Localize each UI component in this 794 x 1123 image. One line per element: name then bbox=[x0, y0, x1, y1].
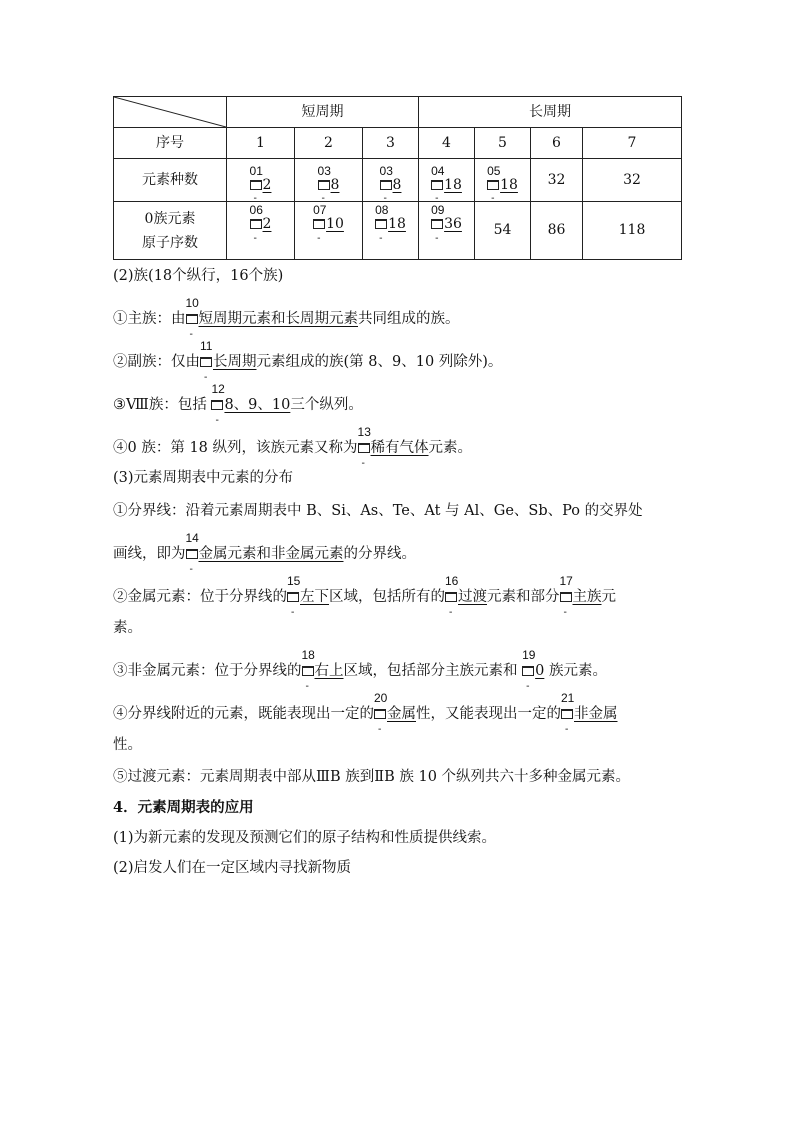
text-segment: ②副族：仅由 bbox=[113, 354, 200, 370]
sequence-cell: 4 bbox=[419, 128, 475, 159]
row-label-element-count: 元素种数 bbox=[114, 159, 227, 202]
answer-value: 金属 bbox=[387, 706, 416, 722]
text-segment: 元素。 bbox=[428, 440, 473, 456]
group0-cell: 118 bbox=[583, 202, 682, 260]
answer-number: 08 bbox=[375, 203, 389, 217]
text-segment: ③非金属元素：位于分界线的 bbox=[113, 663, 302, 679]
text-segment: ①主族：由 bbox=[113, 311, 186, 327]
answer-value: 过渡 bbox=[458, 589, 487, 605]
answer-blank bbox=[379, 163, 402, 205]
answer-value: 36 bbox=[444, 216, 462, 232]
answer-value: 8、9、10 bbox=[224, 397, 291, 413]
answer-number: 19 bbox=[522, 648, 536, 662]
answer-value: 主族 bbox=[572, 589, 602, 605]
answer-value: 8 bbox=[392, 176, 402, 193]
answer-number: 21 bbox=[561, 691, 575, 705]
answer-number: 09 bbox=[431, 203, 445, 217]
answer-number: 03 bbox=[317, 163, 331, 178]
answer-blank bbox=[522, 648, 545, 692]
text-line-boundary: ①分界线：沿着元素周期表中 B、Si、As、Te、At 与 Al、Ge、Sb、Po 的交界处 bbox=[113, 503, 643, 519]
long-period-header: 长周期 bbox=[419, 97, 682, 128]
blank-icon bbox=[318, 180, 330, 190]
text-segment: 族元素。 bbox=[544, 663, 607, 679]
answer-value: 18 bbox=[444, 176, 462, 193]
answer-number: 11 bbox=[200, 339, 213, 353]
text-segment: 区域，包括所有的 bbox=[329, 589, 445, 605]
text-line-boundary-elements-cont: 性。 bbox=[113, 737, 142, 753]
blank-icon bbox=[200, 357, 212, 367]
text-segment: 共同组成的族。 bbox=[358, 311, 460, 327]
group0-cell bbox=[363, 202, 419, 260]
answer-blank bbox=[431, 163, 462, 205]
tick-mark: - bbox=[491, 193, 495, 205]
answer-blank bbox=[561, 691, 618, 735]
text-segment: 元 bbox=[601, 589, 616, 605]
blank-icon bbox=[431, 180, 443, 190]
tick-mark: - bbox=[435, 193, 439, 205]
text-line-main-group bbox=[113, 296, 460, 340]
answer-number: 07 bbox=[313, 203, 327, 217]
sequence-cell: 5 bbox=[475, 128, 531, 159]
text-segment: 元素组成的族(第 8、9、10 列除外)。 bbox=[256, 354, 503, 370]
blank-icon bbox=[287, 592, 299, 602]
row-label-line: 0族元素 bbox=[144, 210, 196, 227]
element-count-cell bbox=[419, 159, 475, 205]
answer-value: 18 bbox=[500, 176, 518, 193]
sequence-cell: 2 bbox=[295, 128, 363, 159]
sequence-row bbox=[114, 128, 682, 159]
answer-blank bbox=[313, 203, 344, 244]
answer-number: 10 bbox=[185, 296, 199, 310]
answer-value: 2 bbox=[262, 216, 272, 232]
blank-icon bbox=[561, 709, 573, 719]
text-segment: 三个纵列。 bbox=[290, 397, 363, 413]
tick-mark: - bbox=[378, 724, 382, 735]
text-segment: 区域，包括部分主族元素和 bbox=[343, 663, 523, 679]
answer-blank bbox=[375, 203, 406, 244]
text-line-application-2: (2)启发人们在一定区域内寻找新物质 bbox=[113, 860, 352, 876]
answer-blank bbox=[211, 382, 291, 426]
group0-cell: 86 bbox=[531, 202, 583, 260]
answer-blank bbox=[287, 574, 329, 618]
tick-mark: - bbox=[563, 607, 567, 618]
tick-mark: - bbox=[565, 724, 569, 735]
table-header-row bbox=[114, 97, 682, 128]
group0-cell: 54 bbox=[475, 202, 531, 260]
tick-mark: - bbox=[291, 607, 295, 618]
answer-value: 稀有气体 bbox=[370, 440, 429, 456]
blank-icon bbox=[522, 666, 534, 676]
tick-mark: - bbox=[253, 232, 257, 244]
answer-blank bbox=[185, 296, 359, 340]
tick-mark: - bbox=[317, 232, 321, 244]
text-line-groups: (2)族(18个纵行，16个族) bbox=[113, 268, 284, 284]
group0-row bbox=[114, 202, 682, 260]
answer-value: 左下 bbox=[300, 589, 329, 605]
blank-icon bbox=[313, 219, 325, 229]
answer-value: 短周期元素和长周期元素 bbox=[198, 311, 358, 327]
text-line-group-viii bbox=[113, 382, 363, 426]
element-count-cell bbox=[227, 159, 295, 205]
text-segment: ④分界线附近的元素，既能表现出一定的 bbox=[113, 706, 374, 722]
blank-icon bbox=[375, 219, 387, 229]
answer-blank bbox=[431, 203, 462, 244]
answer-blank bbox=[249, 203, 272, 244]
tick-mark: - bbox=[361, 458, 365, 469]
tick-mark: - bbox=[253, 193, 257, 205]
blank-icon bbox=[186, 314, 198, 324]
sequence-cell: 3 bbox=[363, 128, 419, 159]
text-segment: ②金属元素：位于分界线的 bbox=[113, 589, 287, 605]
row-label-line: 原子序数 bbox=[142, 234, 198, 251]
diagonal-header-cell bbox=[114, 97, 227, 128]
sequence-cell: 7 bbox=[583, 128, 682, 159]
answer-value: 0 bbox=[535, 663, 545, 679]
text-line-distribution-heading: (3)元素周期表中元素的分布 bbox=[113, 470, 294, 486]
text-line-metal bbox=[113, 574, 616, 618]
tick-mark: - bbox=[189, 564, 193, 575]
blank-icon bbox=[302, 666, 314, 676]
answer-number: 01 bbox=[249, 163, 263, 178]
element-count-cell bbox=[363, 159, 419, 205]
answer-number: 06 bbox=[249, 203, 263, 217]
answer-blank bbox=[200, 339, 257, 383]
element-count-row bbox=[114, 159, 682, 202]
blank-icon bbox=[431, 219, 443, 229]
answer-number: 14 bbox=[185, 531, 199, 545]
answer-blank bbox=[445, 574, 487, 618]
text-segment: ④0 族：第 18 纵列，该族元素又称为 bbox=[113, 440, 358, 456]
answer-number: 18 bbox=[301, 648, 315, 662]
answer-value: 10 bbox=[326, 216, 344, 232]
tick-mark: - bbox=[204, 372, 208, 383]
answer-blank bbox=[487, 163, 518, 205]
group0-cell bbox=[419, 202, 475, 260]
element-count-cell bbox=[475, 159, 531, 205]
text-line-metal-cont: 素。 bbox=[113, 620, 142, 636]
tick-mark: - bbox=[379, 232, 383, 244]
text-segment: 元素和部分 bbox=[487, 589, 560, 605]
text-segment: 的分界线。 bbox=[343, 546, 416, 562]
answer-value: 右上 bbox=[314, 663, 344, 679]
tick-mark: - bbox=[189, 329, 193, 340]
blank-icon bbox=[445, 592, 457, 602]
tick-mark: - bbox=[305, 681, 309, 692]
tick-mark: - bbox=[435, 232, 439, 244]
answer-number: 04 bbox=[431, 163, 445, 178]
sequence-cell: 1 bbox=[227, 128, 295, 159]
blank-icon bbox=[211, 400, 223, 410]
text-line-boundary-elements bbox=[113, 691, 618, 735]
answer-blank bbox=[357, 425, 429, 469]
text-line-group-zero bbox=[113, 425, 473, 469]
answer-number: 13 bbox=[357, 425, 371, 439]
answer-blank bbox=[559, 574, 602, 618]
text-line-application-1: (1)为新元素的发现及预测它们的原子结构和性质提供线索。 bbox=[113, 830, 497, 846]
short-period-header: 短周期 bbox=[227, 97, 419, 128]
answer-number: 15 bbox=[287, 574, 301, 588]
answer-number: 17 bbox=[559, 574, 573, 588]
answer-blank bbox=[185, 531, 344, 575]
element-count-cell: 32 bbox=[531, 159, 583, 202]
text-segment: 性，又能表现出一定的 bbox=[416, 706, 561, 722]
tick-mark: - bbox=[215, 415, 219, 426]
answer-blank bbox=[249, 163, 272, 205]
group0-cell bbox=[227, 202, 295, 260]
answer-blank bbox=[317, 163, 340, 205]
blank-icon bbox=[374, 709, 386, 719]
blank-icon bbox=[358, 443, 370, 453]
text-line-transition: ⑤过渡元素：元素周期表中部从ⅢB 族到ⅡB 族 10 个纵列共六十多种金属元素。 bbox=[113, 769, 631, 785]
answer-number: 03 bbox=[379, 163, 393, 178]
blank-icon bbox=[250, 180, 262, 190]
row-label-sequence: 序号 bbox=[114, 128, 227, 159]
text-segment: ③Ⅷ族：包括 bbox=[113, 397, 212, 413]
answer-blank bbox=[374, 691, 416, 735]
answer-value: 2 bbox=[262, 176, 272, 193]
blank-icon bbox=[560, 592, 572, 602]
group0-cell bbox=[295, 202, 363, 260]
diagonal-line bbox=[114, 97, 226, 127]
tick-mark: - bbox=[383, 193, 387, 205]
answer-value: 长周期 bbox=[213, 354, 257, 370]
text-line-boundary-cont bbox=[113, 531, 416, 575]
answer-value: 18 bbox=[388, 216, 406, 232]
text-line-nonmetal bbox=[113, 648, 607, 692]
blank-icon bbox=[380, 180, 392, 190]
row-label-group0 bbox=[114, 202, 227, 260]
text-line-sub-group bbox=[113, 339, 503, 383]
answer-value: 金属元素和非金属元素 bbox=[198, 546, 344, 562]
section-heading-applications: 4．元素周期表的应用 bbox=[113, 799, 254, 816]
answer-number: 16 bbox=[445, 574, 459, 588]
blank-icon bbox=[487, 180, 499, 190]
element-count-cell bbox=[295, 159, 363, 205]
answer-number: 05 bbox=[487, 163, 501, 178]
answer-number: 12 bbox=[211, 382, 225, 396]
blank-icon bbox=[250, 219, 262, 229]
sequence-cell: 6 bbox=[531, 128, 583, 159]
periodic-table-summary bbox=[113, 96, 682, 260]
text-segment: 画线，即为 bbox=[113, 546, 186, 562]
answer-value: 非金属 bbox=[574, 706, 618, 722]
tick-mark: - bbox=[321, 193, 325, 205]
blank-icon bbox=[186, 549, 198, 559]
tick-mark: - bbox=[449, 607, 453, 618]
answer-value: 8 bbox=[330, 176, 340, 193]
answer-number: 20 bbox=[374, 691, 388, 705]
tick-mark: - bbox=[526, 681, 530, 692]
element-count-cell: 32 bbox=[583, 159, 682, 202]
answer-blank bbox=[301, 648, 344, 692]
